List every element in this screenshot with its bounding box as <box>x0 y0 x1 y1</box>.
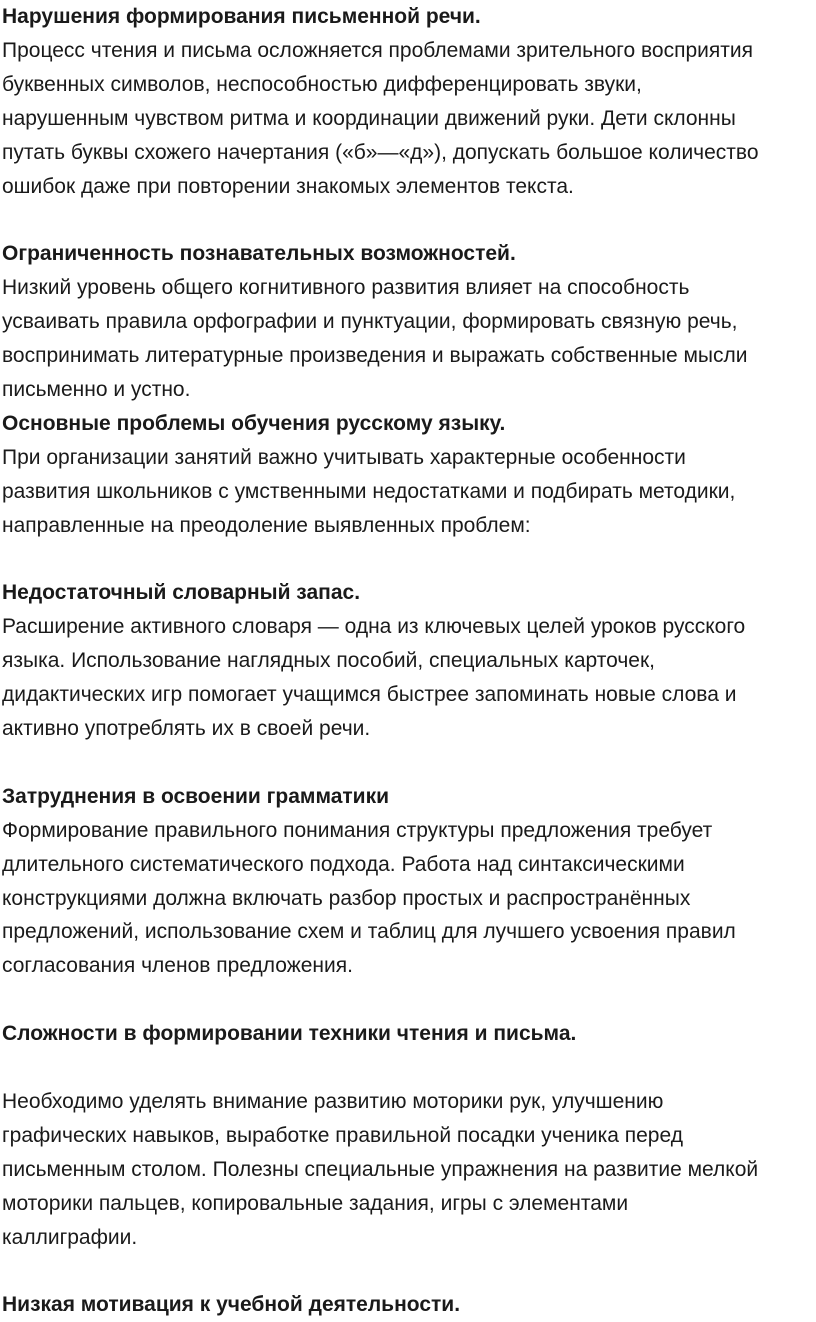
blank-line <box>2 542 816 576</box>
section-heading-low-motivation: Низкая мотивация к учебной деятельности. <box>2 1293 461 1317</box>
paragraph-line: предложений, использование схем и таблиц для лучшего усвоения правил <box>2 920 736 944</box>
paragraph-line: согласования членов предложения. <box>2 954 353 978</box>
paragraph-line: активно употреблять их в своей речи. <box>2 717 371 740</box>
paragraph-line: нарушенным чувством ритма и координации движений руки. Дети склонны <box>2 106 736 130</box>
paragraph-line: Формирование правильного понимания структуры предложения требует <box>2 818 713 842</box>
paragraph-line: воспринимать литературные произведения и выражать собственные мысли <box>2 344 748 368</box>
paragraph-line: При организации занятий важно учитывать характерные особенности <box>2 445 686 469</box>
paragraph-line: буквенных символов, неспособностью дифференцировать звуки, <box>2 72 642 96</box>
paragraph-line: конструкциями должна включать разбор простых и распространённых <box>2 886 691 910</box>
paragraph-line: каллиграфии. <box>2 1225 138 1249</box>
paragraph-line: путать буквы схожего начертания («б»—«д»), допускать большое количество <box>2 140 759 164</box>
paragraph-line: письменно и устно. <box>2 377 191 401</box>
paragraph-line: графических навыков, выработке правильной посадки ученика перед <box>2 1123 683 1147</box>
section-heading-main-problems: Основные проблемы обучения русскому языку. <box>2 411 506 435</box>
section-heading-vocabulary: Недостаточный словарный запас. <box>2 581 361 605</box>
paragraph-line: Расширение активного словаря — одна из ключевых целей уроков русского <box>2 615 746 639</box>
section-heading-cognitive-limits: Ограниченность познавательных возможностей. <box>2 242 516 266</box>
paragraph-line: ошибок даже при повторении знакомых элементов текста. <box>2 174 574 198</box>
paragraph-line: длительного систематического подхода. Работа над синтаксическими <box>2 852 685 876</box>
paragraph-line: Низкий уровень общего когнитивного развития влияет на способность <box>2 276 690 300</box>
blank-line <box>2 1254 816 1288</box>
blank-line <box>2 983 816 1017</box>
paragraph-line: усваивать правила орфографии и пунктуации, формировать связную речь, <box>2 310 738 334</box>
blank-line <box>2 746 816 780</box>
paragraph-line: развития школьников с умственными недостатками и подбирать методики, <box>2 479 736 503</box>
blank-line <box>2 203 816 237</box>
blank-line <box>2 1051 816 1085</box>
paragraph-line: Необходимо уделять внимание развитию моторики рук, улучшению <box>2 1089 664 1113</box>
section-heading-writing-disorders: Нарушения формирования письменной речи. <box>2 5 481 28</box>
paragraph-line: моторики пальцев, копировальные задания, игры с элементами <box>2 1191 629 1215</box>
paragraph-line: письменным столом. Полезны специальные упражнения на развитие мелкой <box>2 1157 759 1181</box>
section-heading-reading-writing-technique: Сложности в формировании техники чтения и письма. <box>2 1022 577 1046</box>
paragraph-line: дидактических игр помогает учащимся быстрее запоминать новые слова и <box>2 683 737 707</box>
paragraph-line: Процесс чтения и письма осложняется проблемами зрительного восприятия <box>2 38 753 62</box>
section-heading-grammar: Затруднения в освоении грамматики <box>2 784 389 808</box>
paragraph-line: направленные на преодоление выявленных проблем: <box>2 513 531 537</box>
paragraph-line: языка. Использование наглядных пособий, специальных карточек, <box>2 649 655 673</box>
document-page <box>2 0 816 1322</box>
